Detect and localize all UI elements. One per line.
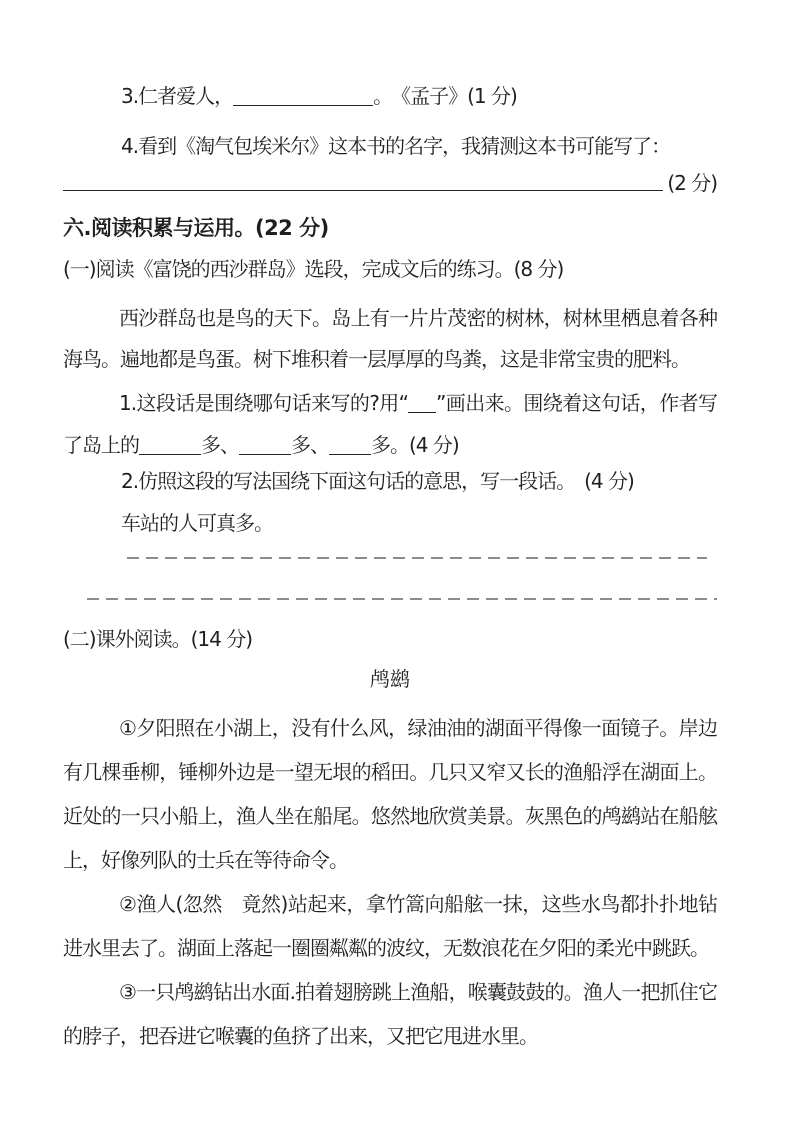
reading-passage-title: 鸬鹚 (370, 667, 410, 691)
question-1-duo-2: 多、 (291, 433, 329, 457)
part-two-heading: (二)课外阅读。(14 分) (63, 627, 253, 651)
part-one-passage: 西沙群岛也是鸟的天下。岛上有一片片茂密的树林，树林里栖息着各种海鸟。遍地都是鸟蛋。树下堆积着一层厚厚的鸟粪，这是非常宝贵的肥料。 (63, 306, 717, 371)
answer-dash-line-1 (127, 557, 707, 559)
question-1-answer-blank-2 (239, 454, 291, 455)
reading-paragraph-3: ③一只鸬鹚钻出水面.拍着翅膀跳上渔船，喉囊鼓鼓的。渔人一把抓住它的脖子，把吞进它喉囊的鱼挤了出来，又把它甩进水里。 (63, 980, 717, 1048)
reading-paragraph-2: ②渔人(忽然 竟然)站起来，拿竹篙向船舷一抹，这些水鸟都扑扑地钻进水里去了。湖面上落起一圈圈粼粼的波纹，无数浪花在夕阳的柔光中跳跃。 (63, 892, 717, 960)
part-one-question-2: 2.仿照这段的写法国绕下面这句话的意思，写一段话。 (4 分) (121, 469, 634, 493)
part-one-question-1 (63, 382, 717, 466)
question-1-answer-blank-3 (329, 454, 371, 455)
question-1-text-mid: ”画出来。围绕着这句话，作者写了岛上的 (63, 391, 717, 457)
question-3-text-post: 。 《孟子》(1 分) (373, 84, 517, 108)
part-one-heading: (一)阅读《富饶的西沙群岛》选段，完成文后的练习。(8 分) (63, 257, 564, 281)
question-1-answer-blank-1 (139, 454, 201, 455)
question-4-text: 4.看到《淘气包埃米尔》这本书的名字，我猜测这本书可能写了： (121, 134, 671, 158)
question-4-score: (2 分) (667, 171, 717, 195)
section-six-heading: 六.阅读积累与运用。(22 分) (63, 216, 329, 240)
question-3-text-pre: 3.仁者爱人， (121, 84, 234, 108)
question-4-answer-rule (63, 190, 663, 191)
question-2-prompt-sentence: 车站的人可真多。 (121, 511, 273, 535)
reading-paragraph-1: ①夕阳照在小湖上，没有什么风，绿油油的湖面平得像一面镜子。岸边有几棵垂柳，锤柳外边是一望无垠的稻田。几只又窄又长的渔船浮在湖面上。近处的一只小船上，渔人坐在船尾。悠然地欣赏美景。灰黑色的鸬鹚站在船舷上，好像列队的士兵在等待命令。 (63, 716, 717, 872)
question-1-score: (4 分) (409, 433, 459, 457)
question-1-duo-1: 多、 (201, 433, 239, 457)
question-4 (121, 134, 717, 158)
question-1-duo-3: 多。 (371, 433, 409, 457)
question-4-answer-row (63, 170, 717, 196)
answer-dash-line-2 (87, 598, 717, 600)
question-1-text-pre: 1.这段话是围绕哪句话来写的?用“ (119, 391, 409, 415)
question-3 (121, 84, 717, 108)
question-3-answer-blank (233, 105, 373, 106)
question-1-quote-blank (408, 412, 436, 413)
